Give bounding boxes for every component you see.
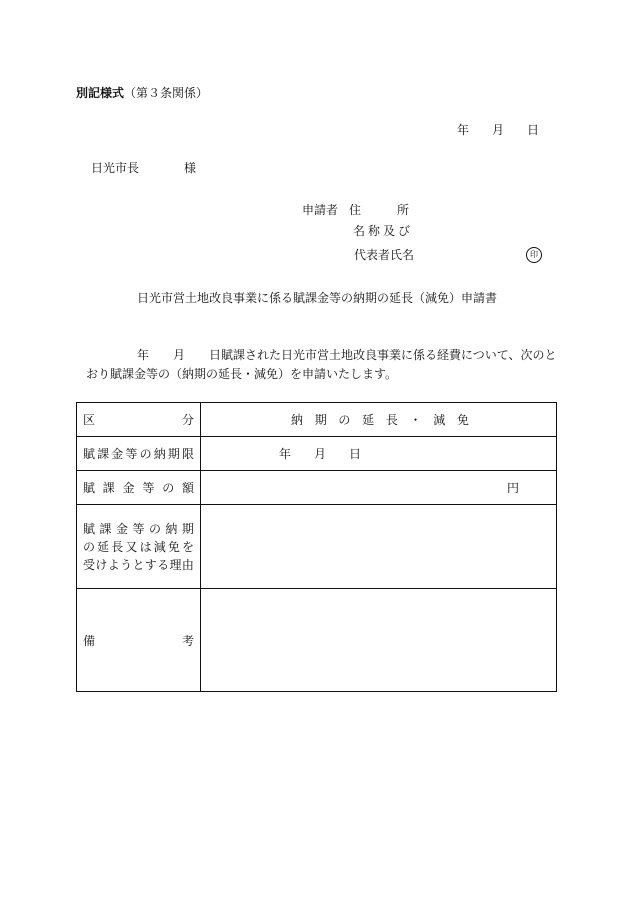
category-value-char: 期 xyxy=(314,413,327,427)
due-date-label-char: 課 xyxy=(97,447,110,461)
category-value-char: 減 xyxy=(433,413,446,427)
category-label-char: 区 xyxy=(83,413,96,427)
due-date-label-char: 納 xyxy=(153,447,166,461)
reason-label-char: の xyxy=(148,521,161,536)
category-value-char: 免 xyxy=(456,413,469,427)
category-value-char: ・ xyxy=(409,413,422,427)
table-row-reason xyxy=(77,505,557,589)
amount-label-char: 等 xyxy=(142,481,155,495)
reason-value-cell[interactable] xyxy=(201,505,557,589)
remarks-value-cell[interactable] xyxy=(201,589,557,692)
due-date-value-cell[interactable] xyxy=(201,437,557,471)
table-row-amount xyxy=(77,471,557,505)
due-date-label-cell xyxy=(77,437,201,471)
category-value-char: 納 xyxy=(291,413,304,427)
amount-label-cell xyxy=(77,471,201,505)
due-date-month: 月 xyxy=(314,447,327,461)
amount-value-cell[interactable] xyxy=(201,471,557,505)
table-row-remarks xyxy=(77,589,557,692)
remarks-label-char: 備 xyxy=(83,633,96,648)
table-row-due-date xyxy=(77,437,557,471)
category-value-char: 延 xyxy=(362,413,375,427)
reason-label-char: と xyxy=(132,557,145,572)
amount-label-char: 額 xyxy=(181,481,194,495)
table-row-category xyxy=(77,403,557,437)
remarks-label-cell xyxy=(77,589,201,692)
amount-label-char: 賦 xyxy=(83,481,96,495)
reason-label-char: 由 xyxy=(181,557,194,572)
form-header xyxy=(76,87,208,99)
reason-label-char: 延 xyxy=(97,539,110,554)
body-line-1: 年 月 日賦課された日光市営土地改良事業に係る経費について、次のと xyxy=(137,348,557,362)
applicant-role: 申請者 xyxy=(302,203,339,217)
amount-label-char: の xyxy=(162,481,175,495)
reason-label-char: 長 xyxy=(111,539,124,554)
reason-label-char: は xyxy=(139,539,152,554)
reason-label-char: 理 xyxy=(169,557,182,572)
category-value-cell xyxy=(201,403,557,437)
reason-label-char: 又 xyxy=(125,539,138,554)
amount-label-char: 金 xyxy=(122,481,135,495)
date-month: 月 xyxy=(492,123,505,137)
due-date-label-char: 等 xyxy=(125,447,138,461)
due-date-label-char: 期 xyxy=(167,447,180,461)
reason-label-char: う xyxy=(120,557,133,572)
reason-label-char: 賦 xyxy=(83,521,96,536)
reason-label-char: 期 xyxy=(181,521,194,536)
document-title: 日光市営土地改良事業に係る賦課金等の納期の延長（減免）申請書 xyxy=(137,291,498,305)
category-label-char: 分 xyxy=(181,413,194,427)
seal-mark: 印 xyxy=(526,247,542,263)
reason-label-char: 免 xyxy=(167,539,180,554)
reason-label-char: 等 xyxy=(132,521,145,536)
amount-unit: 円 xyxy=(507,481,520,495)
due-date-label-char: 金 xyxy=(111,447,124,461)
due-date-day: 日 xyxy=(349,447,362,461)
addressee-honorific: 様 xyxy=(184,161,197,175)
reason-label-char: を xyxy=(181,539,194,554)
reason-label-char: 金 xyxy=(115,521,128,536)
category-value-char: の xyxy=(338,413,351,427)
remarks-label-char: 考 xyxy=(181,633,194,648)
due-date-label-char: の xyxy=(139,447,152,461)
reason-label-cell xyxy=(77,505,201,589)
addressee-name: 日光市長 xyxy=(91,161,140,175)
reason-label-char: け xyxy=(95,557,108,572)
form-note: （第３条関係） xyxy=(124,86,209,100)
due-date-year: 年 xyxy=(279,447,292,461)
date-year: 年 xyxy=(457,123,470,137)
body-line-2: おり賦課金等の（納期の延長・減免）を申請いたします。 xyxy=(86,367,398,381)
reason-label-char: よ xyxy=(107,557,120,572)
due-date-label-char: 限 xyxy=(181,447,194,461)
applicant-address-label: 住 所 xyxy=(349,203,410,217)
reason-label-char: 受 xyxy=(83,557,96,572)
reason-label-char: 納 xyxy=(165,521,178,536)
date-day: 日 xyxy=(527,123,540,137)
due-date-label-char: 賦 xyxy=(83,447,96,461)
category-label-cell xyxy=(77,403,201,437)
reason-label-char: 課 xyxy=(99,521,112,536)
category-value-char: 長 xyxy=(385,413,398,427)
reason-label-char: 減 xyxy=(153,539,166,554)
reason-label-char: す xyxy=(144,557,157,572)
form-name: 別記様式 xyxy=(76,86,125,100)
reason-label-char: の xyxy=(83,539,96,554)
amount-label-char: 課 xyxy=(102,481,115,495)
application-form-table xyxy=(76,402,557,692)
reason-label-char: る xyxy=(157,557,170,572)
applicant-name-label-1: 名称及び xyxy=(353,224,414,238)
applicant-name-label-2: 代表者氏名 xyxy=(354,248,415,262)
